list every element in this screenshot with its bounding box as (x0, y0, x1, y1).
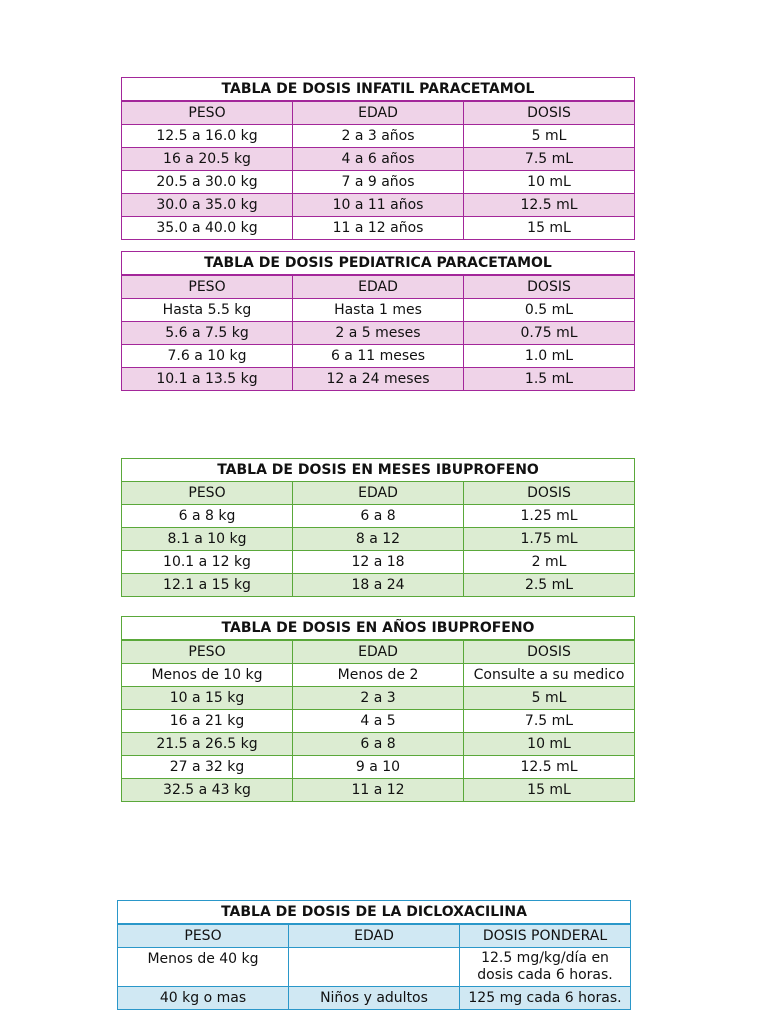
table-title: TABLA DE DOSIS DE LA DICLOXACILINA (118, 901, 631, 925)
cell-dosis: 7.5 mL (464, 710, 635, 733)
column-header-dosis: DOSIS (464, 482, 635, 505)
cell-dosis: 0.75 mL (464, 322, 635, 345)
table-row (118, 948, 631, 987)
cell-edad: 9 a 10 (293, 756, 464, 779)
cell-edad: 12 a 24 meses (293, 368, 464, 391)
column-header-dosis: DOSIS (464, 275, 635, 299)
column-header-dosis: DOSIS (464, 101, 635, 125)
cell-dosis: 1.0 mL (464, 345, 635, 368)
cell-peso: 20.5 a 30.0 kg (122, 171, 293, 194)
cell-peso: 12.5 a 16.0 kg (122, 125, 293, 148)
cell-dosis: Consulte a su medico (464, 664, 635, 687)
table-row (122, 217, 635, 240)
cell-peso: 16 a 20.5 kg (122, 148, 293, 171)
cell-dosis: 10 mL (464, 171, 635, 194)
column-header-edad: EDAD (293, 640, 464, 664)
column-header-peso: PESO (122, 101, 293, 125)
paracetamol-infantil-table (121, 77, 635, 240)
cell-dosis: 12.5 mL (464, 756, 635, 779)
cell-edad: 4 a 6 años (293, 148, 464, 171)
cell-peso: 12.1 a 15 kg (122, 574, 293, 597)
column-header-peso: PESO (118, 924, 289, 948)
cell-edad: 2 a 3 (293, 687, 464, 710)
cell-dosis: 2.5 mL (464, 574, 635, 597)
cell-dosis: 125 mg cada 6 horas. (460, 987, 631, 1010)
column-header-peso: PESO (122, 640, 293, 664)
table-row (118, 987, 631, 1010)
cell-edad: 2 a 3 años (293, 125, 464, 148)
header-row (122, 640, 635, 664)
cell-edad: Hasta 1 mes (293, 299, 464, 322)
cell-peso: Hasta 5.5 kg (122, 299, 293, 322)
table-row (122, 551, 635, 574)
cell-dosis: 0.5 mL (464, 299, 635, 322)
table-row (122, 710, 635, 733)
cell-dosis: 15 mL (464, 779, 635, 802)
paracetamol-pediatrica-table (121, 251, 635, 391)
cell-edad: 11 a 12 (293, 779, 464, 802)
cell-peso: 40 kg o mas (118, 987, 289, 1010)
cell-edad: 12 a 18 (293, 551, 464, 574)
table-row (122, 664, 635, 687)
table-row (122, 368, 635, 391)
cell-edad: 11 a 12 años (293, 217, 464, 240)
cell-edad: 8 a 12 (293, 528, 464, 551)
cell-peso: 21.5 a 26.5 kg (122, 733, 293, 756)
ibuprofeno-anos-table (121, 616, 635, 802)
cell-peso: 10 a 15 kg (122, 687, 293, 710)
table-row (122, 574, 635, 597)
cell-edad: 2 a 5 meses (293, 322, 464, 345)
cell-dosis: 15 mL (464, 217, 635, 240)
cell-peso: 16 a 21 kg (122, 710, 293, 733)
table-row (122, 733, 635, 756)
header-row (118, 924, 631, 948)
column-header-edad: EDAD (289, 924, 460, 948)
column-header-peso: PESO (122, 482, 293, 505)
cell-edad (289, 948, 460, 987)
table-row (122, 505, 635, 528)
cell-peso: 10.1 a 12 kg (122, 551, 293, 574)
cell-edad: 6 a 11 meses (293, 345, 464, 368)
table-title: TABLA DE DOSIS EN MESES IBUPROFENO (122, 459, 635, 482)
cell-edad: 4 a 5 (293, 710, 464, 733)
table-title: TABLA DE DOSIS EN AÑOS IBUPROFENO (122, 617, 635, 641)
cell-dosis: 5 mL (464, 125, 635, 148)
cell-edad: 6 a 8 (293, 505, 464, 528)
cell-peso: 7.6 a 10 kg (122, 345, 293, 368)
table-row (122, 687, 635, 710)
table-row (122, 194, 635, 217)
table-row (122, 171, 635, 194)
cell-dosis: 2 mL (464, 551, 635, 574)
cell-edad: 18 a 24 (293, 574, 464, 597)
header-row (122, 101, 635, 125)
table-row (122, 125, 635, 148)
column-header-edad: EDAD (293, 101, 464, 125)
cell-peso: Menos de 40 kg (118, 948, 289, 987)
header-row (122, 482, 635, 505)
cell-dosis: 7.5 mL (464, 148, 635, 171)
header-row (122, 275, 635, 299)
table-title: TABLA DE DOSIS PEDIATRICA PARACETAMOL (122, 252, 635, 276)
table-row (122, 528, 635, 551)
cell-peso: 30.0 a 35.0 kg (122, 194, 293, 217)
cell-dosis: 1.25 mL (464, 505, 635, 528)
cell-edad: Menos de 2 (293, 664, 464, 687)
column-header-edad: EDAD (293, 275, 464, 299)
column-header-dosis: DOSIS (464, 640, 635, 664)
column-header-peso: PESO (122, 275, 293, 299)
table-title: TABLA DE DOSIS INFATIL PARACETAMOL (122, 78, 635, 102)
cell-dosis: 10 mL (464, 733, 635, 756)
ibuprofeno-meses-table (121, 458, 635, 597)
table-row (122, 322, 635, 345)
cell-dosis: 12.5 mL (464, 194, 635, 217)
cell-peso: 35.0 a 40.0 kg (122, 217, 293, 240)
cell-dosis: 1.5 mL (464, 368, 635, 391)
cell-peso: 8.1 a 10 kg (122, 528, 293, 551)
cell-peso: 6 a 8 kg (122, 505, 293, 528)
column-header-edad: EDAD (293, 482, 464, 505)
cell-dosis: 12.5 mg/kg/día en dosis cada 6 horas. (460, 948, 631, 987)
cell-peso: 32.5 a 43 kg (122, 779, 293, 802)
cell-edad: 7 a 9 años (293, 171, 464, 194)
cell-dosis: 1.75 mL (464, 528, 635, 551)
cell-peso: 5.6 a 7.5 kg (122, 322, 293, 345)
column-header-dosis-ponderal: DOSIS PONDERAL (460, 924, 631, 948)
table-row (122, 756, 635, 779)
cell-peso: 10.1 a 13.5 kg (122, 368, 293, 391)
cell-dosis: 5 mL (464, 687, 635, 710)
table-row (122, 345, 635, 368)
table-row (122, 299, 635, 322)
cell-peso: 27 a 32 kg (122, 756, 293, 779)
cell-edad: 6 a 8 (293, 733, 464, 756)
dicloxacilina-table (117, 900, 631, 1010)
cell-peso: Menos de 10 kg (122, 664, 293, 687)
table-row (122, 148, 635, 171)
table-row (122, 779, 635, 802)
cell-edad: 10 a 11 años (293, 194, 464, 217)
cell-edad: Niños y adultos (289, 987, 460, 1010)
